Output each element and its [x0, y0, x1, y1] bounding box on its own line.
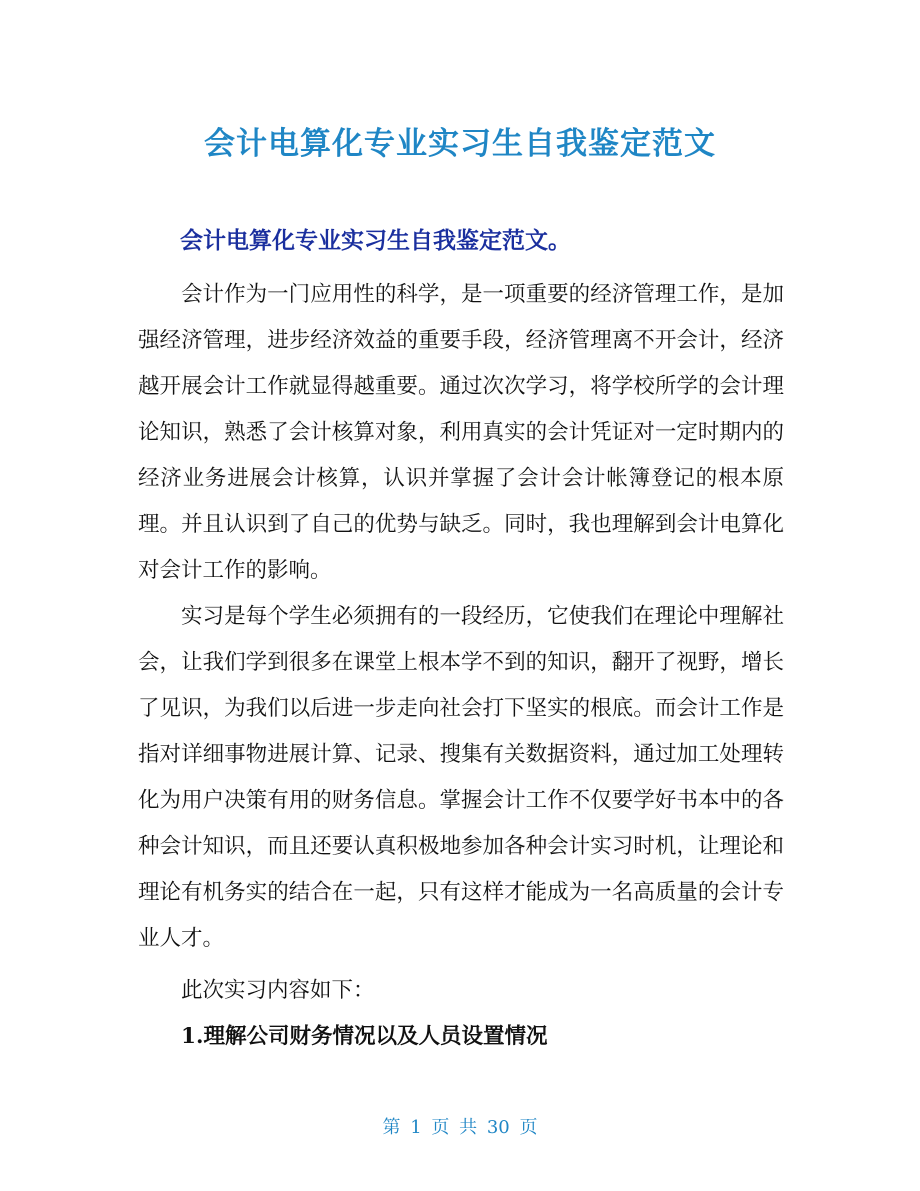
- paragraph: 会计作为一门应用性的科学，是一项重要的经济管理工作，是加强经济管理，进步经济效益的重要手段，经济管理离不开会计，经济越开展会计工作就显得越重要。通过次次学习，将学校所学的会计理论知识，熟悉了会计核算对象，利用真实的会计凭证对一定时期内的经济业务进展会计核算，认识并掌握了会计会计帐簿登记的根本原理。并且认识到了自己的优势与缺乏。同时，我也理解到会计电算化对会计工作的影响。: [138, 282, 784, 583]
- document-title: 会计电算化专业实习生自我鉴定范文: [204, 126, 716, 162]
- paragraph: 实习是每个学生必须拥有的一段经历，它使我们在理论中理解社会，让我们学到很多在课堂上根本学不到的知识，翻开了视野，增长了见识，为我们以后进一步走向社会打下坚实的根底。而会计工作是指对详细事物进展计算、记录、搜集有关数据资料，通过加工处理转化为用户决策有用的财务信息。掌握会计工作不仅要学好书本中的各种会计知识，而且还要认真积极地参加各种会计实习时机，让理论和理论有机务实的结合在一起，只有这样才能成为一名高质量的会计专业人才。: [138, 604, 784, 951]
- document-subtitle: 会计电算化专业实习生自我鉴定范文。: [180, 228, 571, 254]
- page-number-footer: 第 1 页 共 30 页: [382, 1117, 538, 1138]
- intro-line: 此次实习内容如下：: [181, 978, 375, 1003]
- list-item-heading: 1.理解公司财务情况以及人员设置情况: [181, 1024, 548, 1049]
- document-body: [138, 272, 784, 1060]
